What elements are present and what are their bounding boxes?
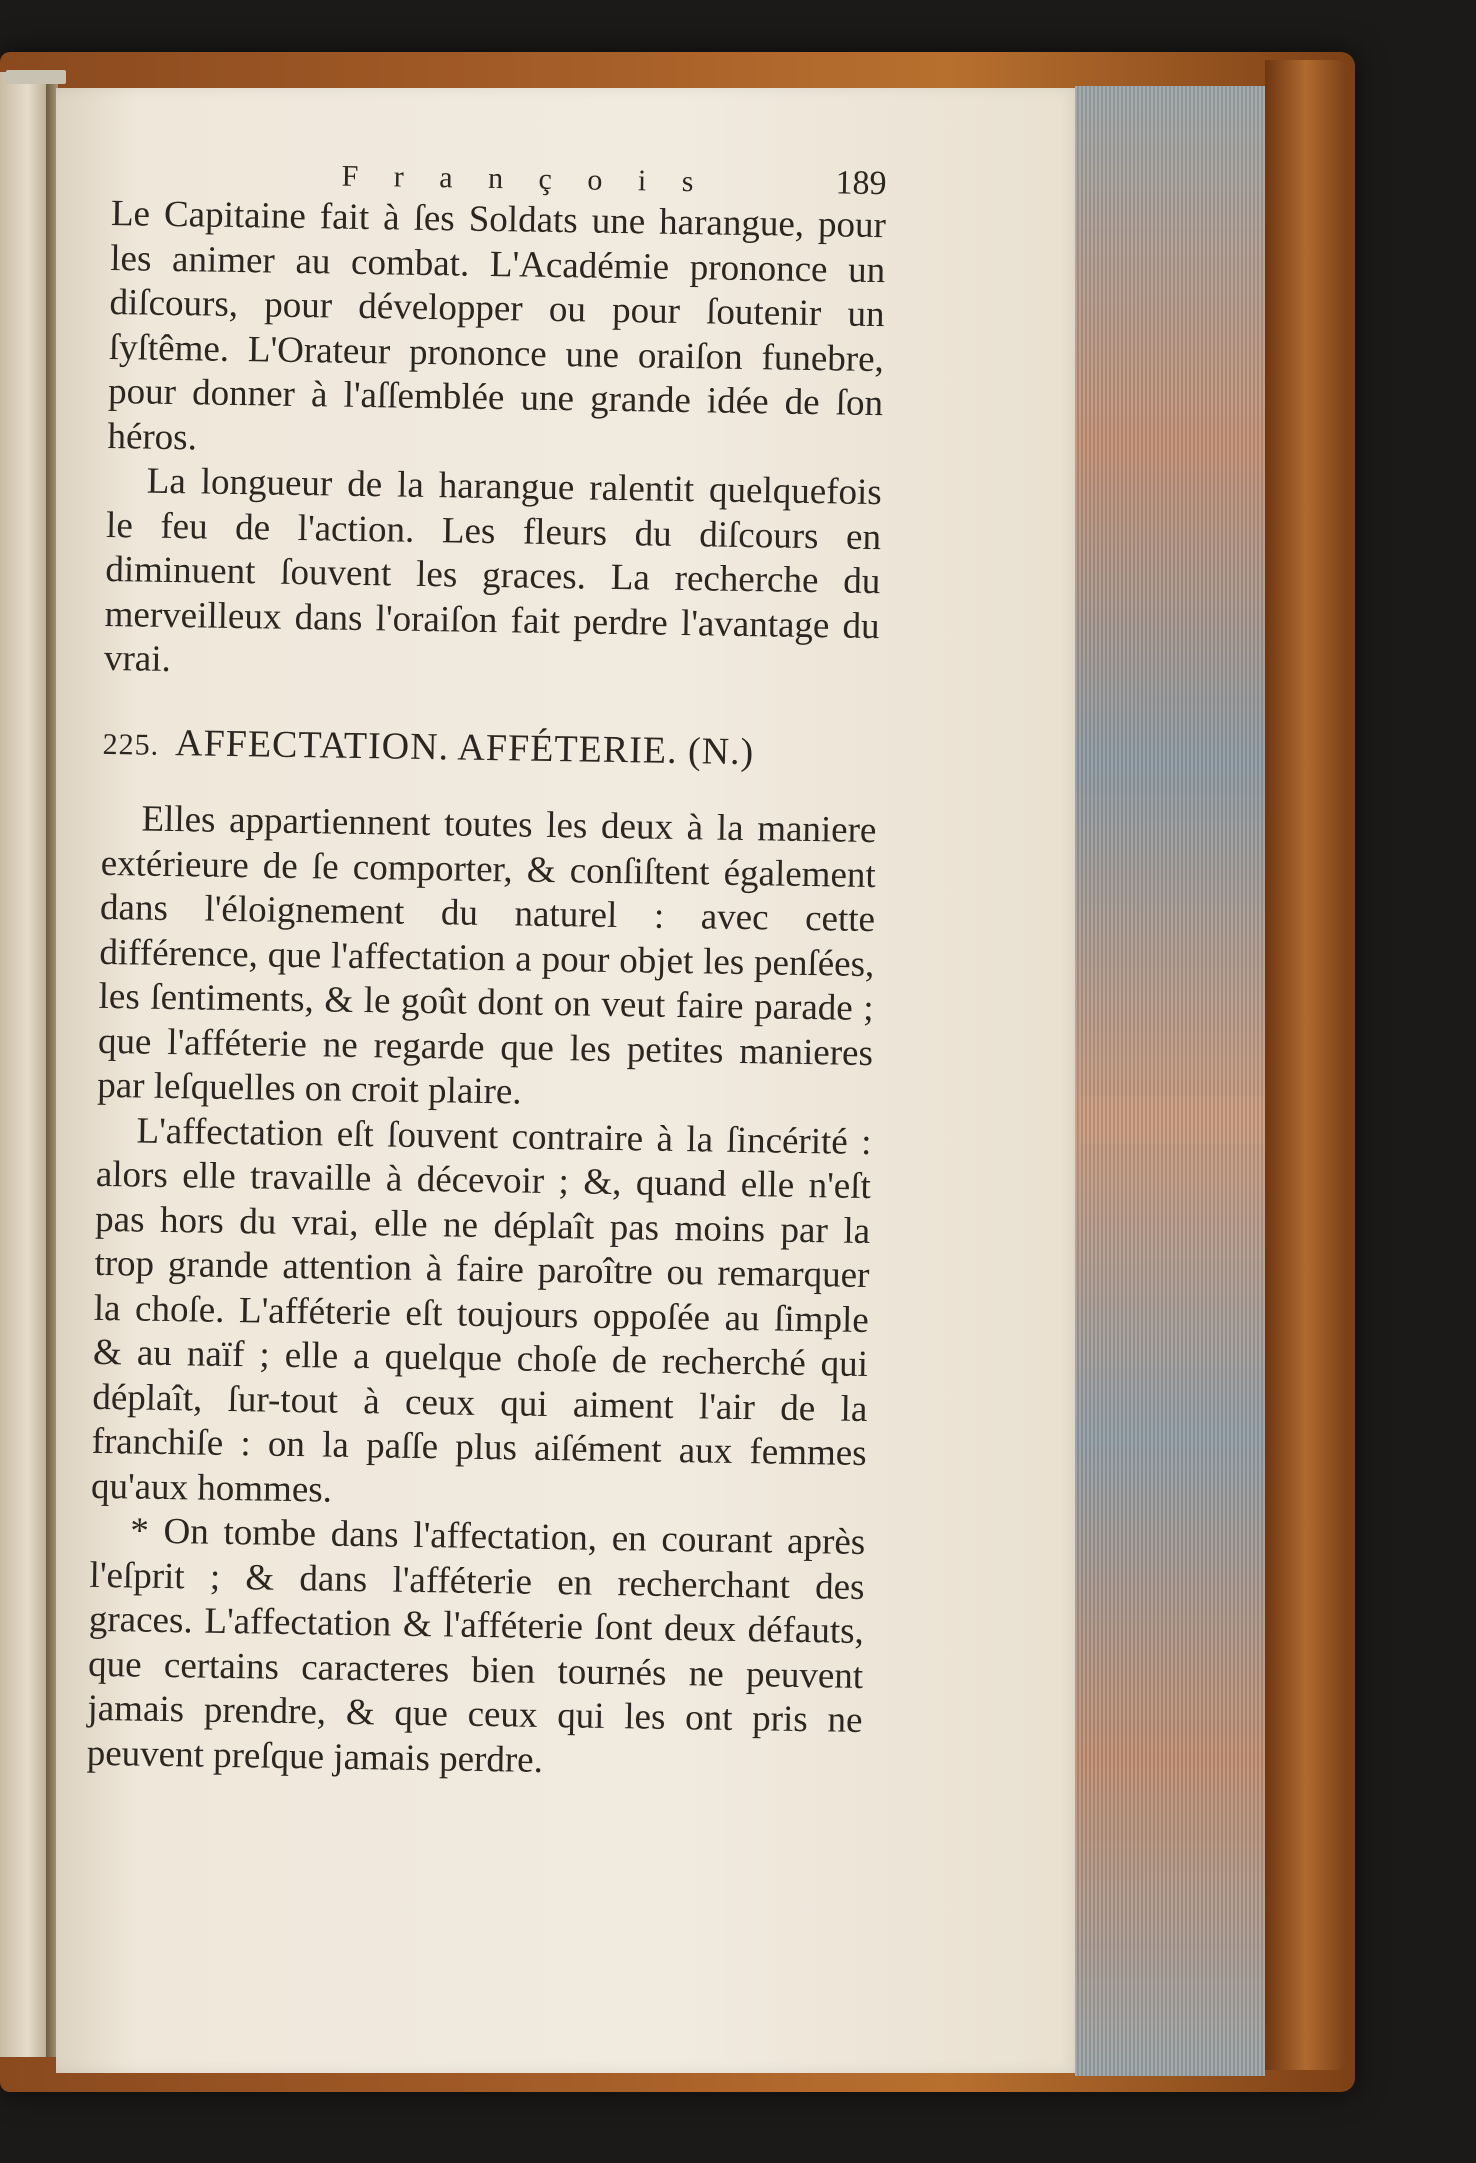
page-text — [86, 150, 886, 1788]
paragraph-1: Le Capitaine fait à ſes Soldats une harangue, pour les animer au combat. L'Académie prononce un diſcours, pour développer ou pour ſoutenir un ſyſtême. L'Orateur prononce une oraiſon funebre, pour donner à l'aſſemblée une grande idée de ſon héros. — [107, 192, 887, 458]
page-number: 189 — [835, 164, 887, 203]
page-edges — [1075, 86, 1265, 2076]
section-heading — [102, 719, 878, 779]
ribbon-marker — [6, 70, 66, 84]
running-title: F r a n ç o i s — [341, 159, 708, 199]
paragraph-2: La longueur de la harangue ralentit quelquefois le feu de l'action. Les fleurs du diſcours en diminuent ſouvent les graces. La recherche du merveilleux dans l'oraiſon fait perdre l'avantage du vrai. — [103, 460, 883, 680]
left-page-edge — [0, 72, 46, 2057]
paragraph-4: L'affectation eſt ſouvent contraire à la ſincérité : alors elle travaille à décevoir ; &, quand elle n'eſt pas hors du vrai, elle ne déplaît pas moins par la trop grande attention à faire paroître ou remarquer la choſe. L'afféterie eſt toujours oppoſée au ſimple & au naïf ; elle a quelque choſe de recherché qui déplaît, ſur-tout à ceux qui aiment l'air de la franchiſe : on la paſſe plus aiſément aux femmes qu'aux hommes. — [90, 1110, 872, 1511]
paragraph-5: * On tombe dans l'affectation, en courant après l'eſprit ; & dans l'afféterie en recherchant des graces. L'affectation & l'afféterie ſont deux défauts, que certains caracteres bien tournés ne peuvent jamais prendre, & que ceux qui les ont pris ne peuvent preſque jamais perdre. — [86, 1510, 866, 1781]
paragraph-3: Elles appartiennent toutes les deux à la maniere extérieure de ſe comporter, & conſiſtent également dans l'éloignement du naturel : avec cette différence, que l'affectation a pour objet les penſées, les ſentiments, & le goût dont on veut faire parade ; que l'afféterie ne regarde que les petites manieres par leſquelles on croit plaire. — [96, 798, 877, 1113]
section-title: AFFECTATION. AFFÉTERIE. (N.) — [174, 721, 755, 773]
section-number: 225. — [102, 727, 160, 762]
book-spine — [1265, 60, 1347, 2070]
